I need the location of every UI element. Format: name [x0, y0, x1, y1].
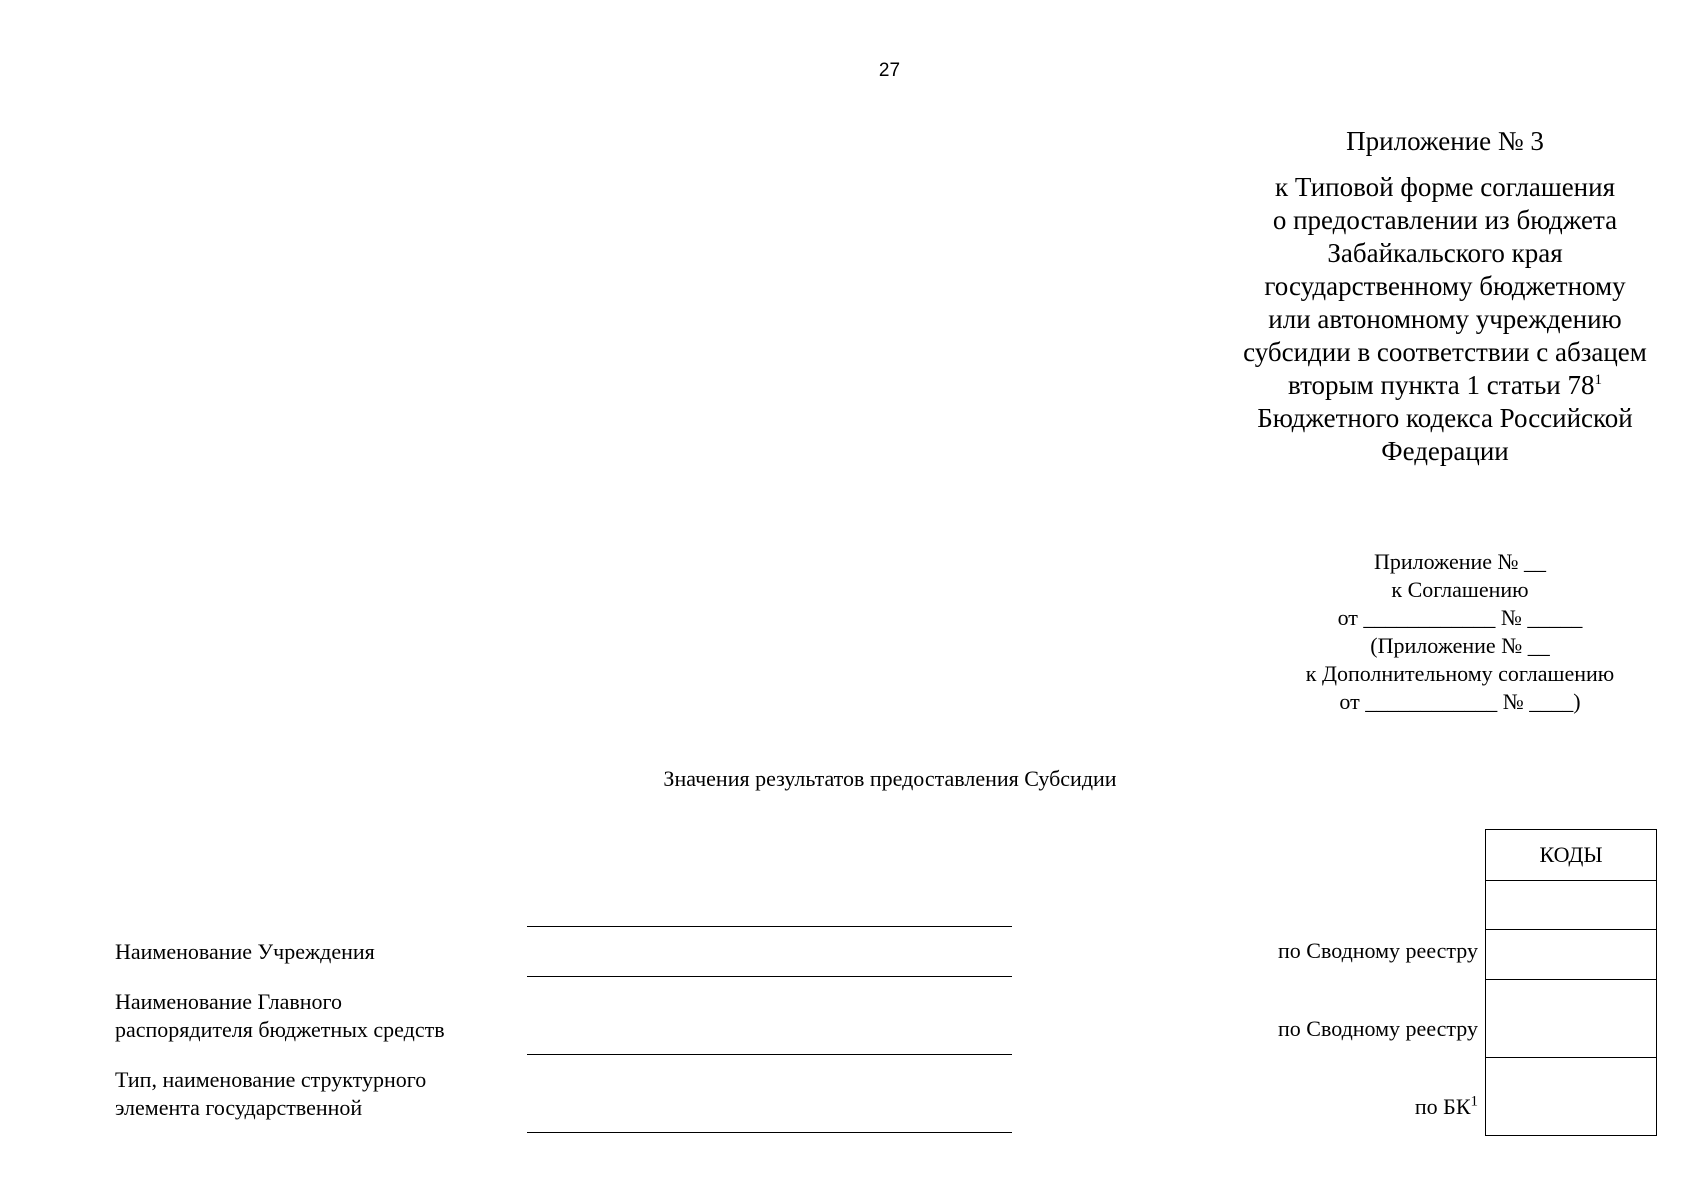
appendix-line: субсидии в соответствии с абзацем — [1243, 337, 1647, 367]
label-line: распорядителя бюджетных средств — [115, 1017, 445, 1042]
codes-table — [1485, 829, 1657, 1136]
label-line: Наименование Главного — [115, 989, 343, 1014]
agreement-reference — [1260, 548, 1660, 716]
codes-cell-empty[interactable] — [1486, 880, 1656, 929]
agreement-ref-line: к Дополнительному соглашению — [1305, 661, 1615, 686]
agreement-ref-line: к Соглашению — [1391, 577, 1529, 602]
agreement-ref-line: от ____________ № ____) — [1339, 689, 1581, 714]
agreement-ref-line: от ____________ № _____ — [1337, 605, 1583, 630]
label-line: Наименование Учреждения — [115, 939, 375, 964]
page-number: 27 — [878, 60, 901, 81]
appendix-line: Забайкальского края — [1327, 238, 1563, 268]
institution-register-label: по Сводному реестру — [1278, 938, 1478, 963]
footnote-marker: 1 — [1594, 372, 1602, 388]
appendix-line: к Типовой форме соглашения — [1275, 172, 1615, 202]
section-title: Значения результатов предоставления Субсидии — [663, 766, 1117, 791]
structural-element-field[interactable] — [527, 1132, 1012, 1133]
appendix-line: Федерации — [1381, 436, 1509, 466]
chief-manager-register-label: по Сводному реестру — [1278, 1016, 1478, 1041]
label-line: Тип, наименование структурного — [115, 1067, 427, 1092]
fill-line-top — [527, 926, 1012, 927]
appendix-article-line — [1210, 369, 1680, 402]
codes-cell-institution[interactable] — [1486, 929, 1656, 979]
appendix-header — [1210, 125, 1680, 468]
bk-label-text: по БК — [1414, 1094, 1471, 1119]
chief-manager-field[interactable] — [527, 1054, 1012, 1055]
bk-label — [1415, 1094, 1478, 1120]
institution-label — [115, 938, 375, 966]
institution-field[interactable] — [527, 976, 1012, 977]
structural-element-label — [115, 1066, 426, 1122]
appendix-line: или автономному учреждению — [1268, 304, 1622, 334]
codes-cell-chief-manager[interactable] — [1486, 979, 1656, 1057]
label-line: элемента государственной — [115, 1095, 363, 1120]
appendix-line: Бюджетного кодекса Российской — [1257, 403, 1633, 433]
codes-cell-bk[interactable] — [1486, 1057, 1656, 1135]
chief-manager-label — [115, 988, 445, 1044]
agreement-ref-line: (Приложение № __ — [1370, 633, 1550, 658]
agreement-ref-line: Приложение № __ — [1373, 549, 1547, 574]
appendix-article-text: вторым пункта 1 статьи 78 — [1288, 370, 1595, 400]
appendix-title: Приложение № 3 — [1346, 126, 1544, 156]
appendix-line: государственному бюджетному — [1264, 271, 1626, 301]
footnote-marker: 1 — [1470, 1093, 1478, 1110]
appendix-description — [1210, 171, 1680, 468]
appendix-line: о предоставлении из бюджета — [1272, 205, 1618, 235]
codes-header: КОДЫ — [1539, 842, 1603, 867]
